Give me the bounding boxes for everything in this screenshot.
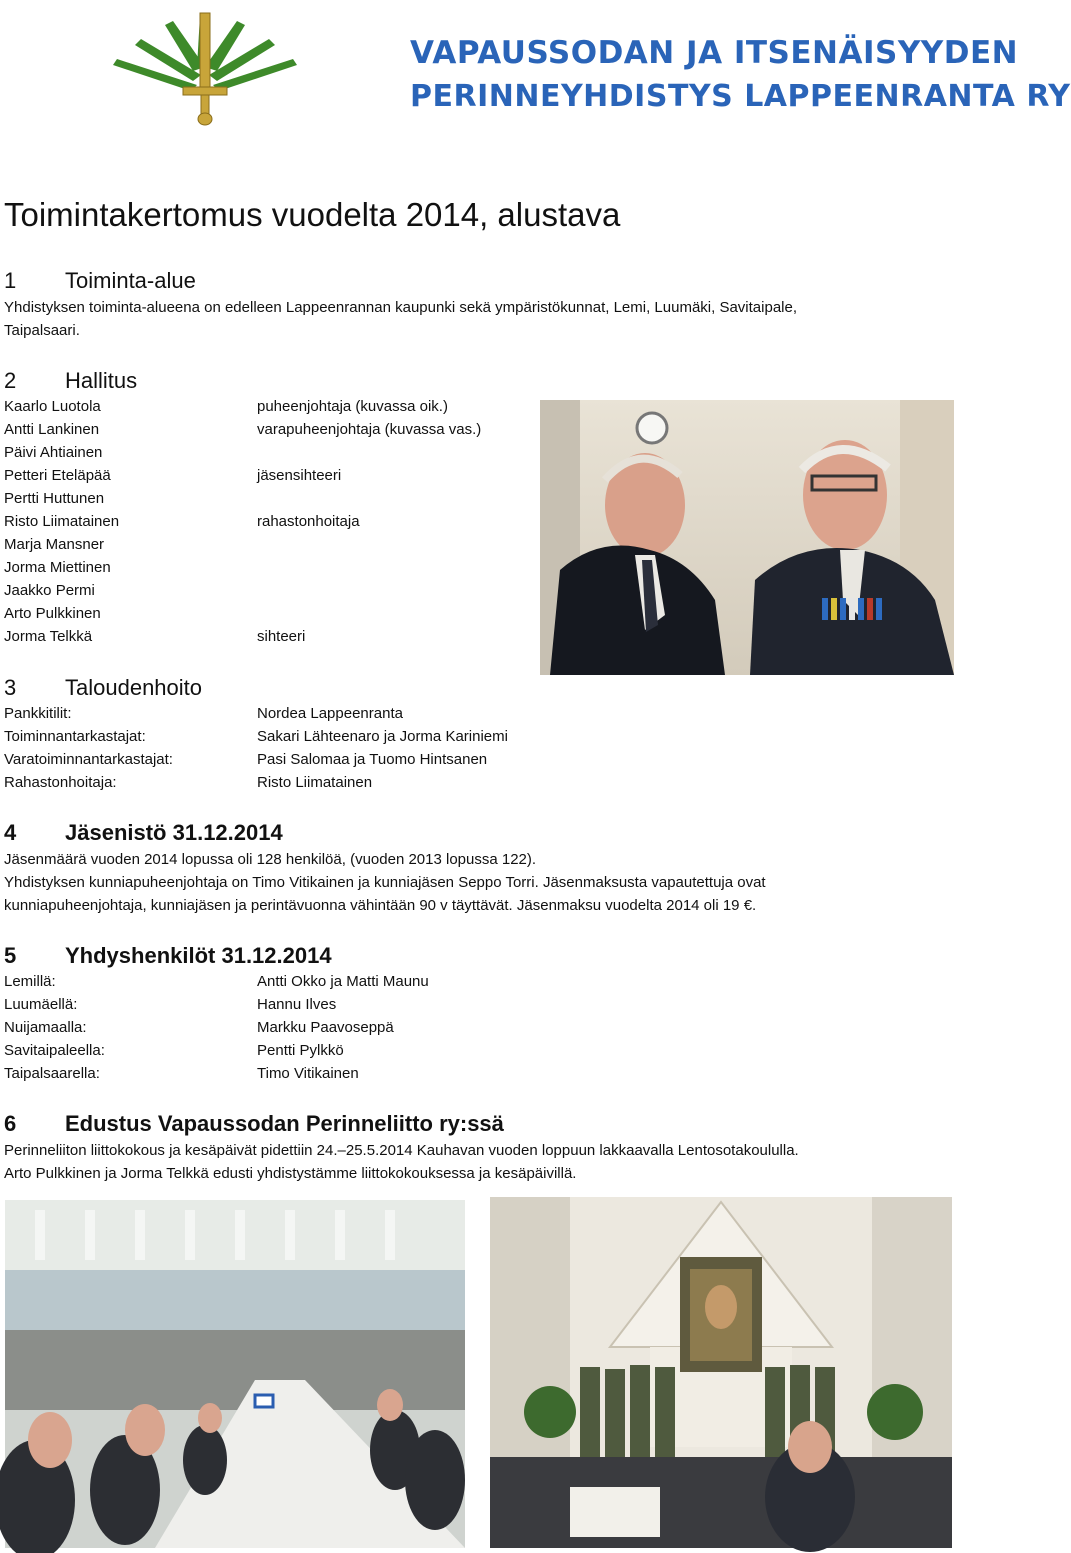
representation-text-line1: Perinneliiton liittokokous ja kesäpäivät pidettiin 24.–25.5.2014 Kauhavan vuoden loppuun lakkaavalla Lentosotakoululla. (4, 1142, 799, 1159)
finance-label: Varatoiminnantarkastajat: (4, 751, 173, 768)
meeting-hall-photo (5, 1200, 465, 1548)
section-number: 4 (4, 820, 17, 845)
section-heading-2 (4, 368, 137, 394)
document-title: Toimintakertomus vuodelta 2014, alustava (4, 196, 621, 233)
board-member-name: Risto Liimatainen (4, 513, 120, 530)
section-title: Yhdyshenkilöt 31.12.2014 (65, 943, 332, 968)
membership-text-line1: Jäsenmäärä vuoden 2014 lopussa oli 128 henkilöä, (vuoden 2013 lopussa 122). (4, 851, 537, 868)
board-member-name: Antti Lankinen (4, 421, 100, 438)
church-ceremony-photo (490, 1197, 952, 1548)
finance-value: Pasi Salomaa ja Tuomo Hintsanen (257, 751, 488, 768)
contact-person: Timo Vitikainen (257, 1065, 359, 1082)
section-title: Edustus Vapaussodan Perinneliitto ry:ssä (65, 1111, 504, 1136)
section-heading-5 (4, 943, 332, 969)
representation-text-line2: Arto Pulkkinen ja Jorma Telkkä edusti yhdistystämme liittokokouksessa ja kesäpäivillä. (4, 1165, 577, 1182)
section-heading-1 (4, 268, 196, 294)
board-member-role: varapuheenjohtaja (kuvassa vas.) (257, 421, 482, 438)
board-chairmen-photo (540, 400, 954, 675)
board-member-role: sihteeri (257, 628, 306, 645)
section-title: Taloudenhoito (65, 675, 203, 700)
section-heading-4 (4, 820, 283, 846)
finance-value: Nordea Lappeenranta (257, 705, 403, 722)
contact-person: Antti Okko ja Matti Maunu (257, 973, 429, 990)
section-heading-3 (4, 675, 202, 701)
board-member-name: Kaarlo Luotola (4, 398, 101, 415)
section-heading-6 (4, 1111, 504, 1137)
finance-label: Toiminnantarkastajat: (4, 728, 146, 745)
board-member-name: Jorma Telkkä (4, 628, 93, 645)
finance-label: Pankkitilit: (4, 705, 72, 722)
contact-location: Savitaipaleella: (4, 1042, 105, 1059)
organization-logo (105, 5, 1071, 130)
contact-person: Markku Paavoseppä (257, 1019, 394, 1036)
contact-location: Luumäellä: (4, 996, 78, 1013)
board-member-role: jäsensihteeri (257, 467, 342, 484)
section1-text-line2: Taipalsaari. (4, 322, 80, 339)
finance-value: Sakari Lähteenaro ja Jorma Kariniemi (257, 728, 508, 745)
pine-sword-emblem-icon (105, 5, 405, 130)
section-number: 1 (4, 268, 17, 293)
section-title: Toiminta-alue (65, 268, 196, 293)
membership-text-line2: Yhdistyksen kunniapuheenjohtaja on Timo Vitikainen ja kunniajäsen Seppo Torri. Jäsenmaksusta vapautettuja ovat (4, 874, 766, 891)
organization-name-line2: PERINNEYHDISTYS LAPPEENRANTA RY (410, 79, 1071, 114)
board-member-name: Päivi Ahtiainen (4, 444, 103, 461)
section-number: 6 (4, 1111, 17, 1136)
board-member-role: puheenjohtaja (kuvassa oik.) (257, 398, 448, 415)
membership-text-line3: kunniapuheenjohtaja, kunniajäsen ja perintävuonna vähintään 90 v täyttävät. Jäsenmaksu vuodelta 2014 oli 19 €. (4, 897, 757, 914)
contact-person: Pentti Pylkkö (257, 1042, 344, 1059)
board-member-name: Petteri Eteläpää (4, 467, 111, 484)
board-member-name: Jorma Miettinen (4, 559, 111, 576)
section-title: Jäsenistö 31.12.2014 (65, 820, 283, 845)
section1-text-line1: Yhdistyksen toiminta-alueena on edelleen Lappeenrannan kaupunki sekä ympäristökunnat, Lemi, Luumäki, Savitaipale, (4, 299, 798, 316)
finance-value: Risto Liimatainen (257, 774, 373, 791)
board-member-name: Arto Pulkkinen (4, 605, 101, 622)
board-member-name: Marja Mansner (4, 536, 105, 553)
section-number: 2 (4, 368, 17, 393)
contact-location: Lemillä: (4, 973, 56, 990)
board-member-name: Jaakko Permi (4, 582, 95, 599)
section-number: 3 (4, 675, 17, 700)
section-number: 5 (4, 943, 17, 968)
section-title: Hallitus (65, 368, 138, 393)
organization-name-line1: VAPAUSSODAN JA ITSENÄISYYDEN (410, 35, 1019, 71)
contact-location: Taipalsaarella: (4, 1065, 100, 1082)
board-member-name: Pertti Huttunen (4, 490, 105, 507)
finance-label: Rahastonhoitaja: (4, 774, 117, 791)
contact-location: Nuijamaalla: (4, 1019, 87, 1036)
contact-person: Hannu Ilves (257, 996, 337, 1013)
board-member-role: rahastonhoitaja (257, 513, 360, 530)
